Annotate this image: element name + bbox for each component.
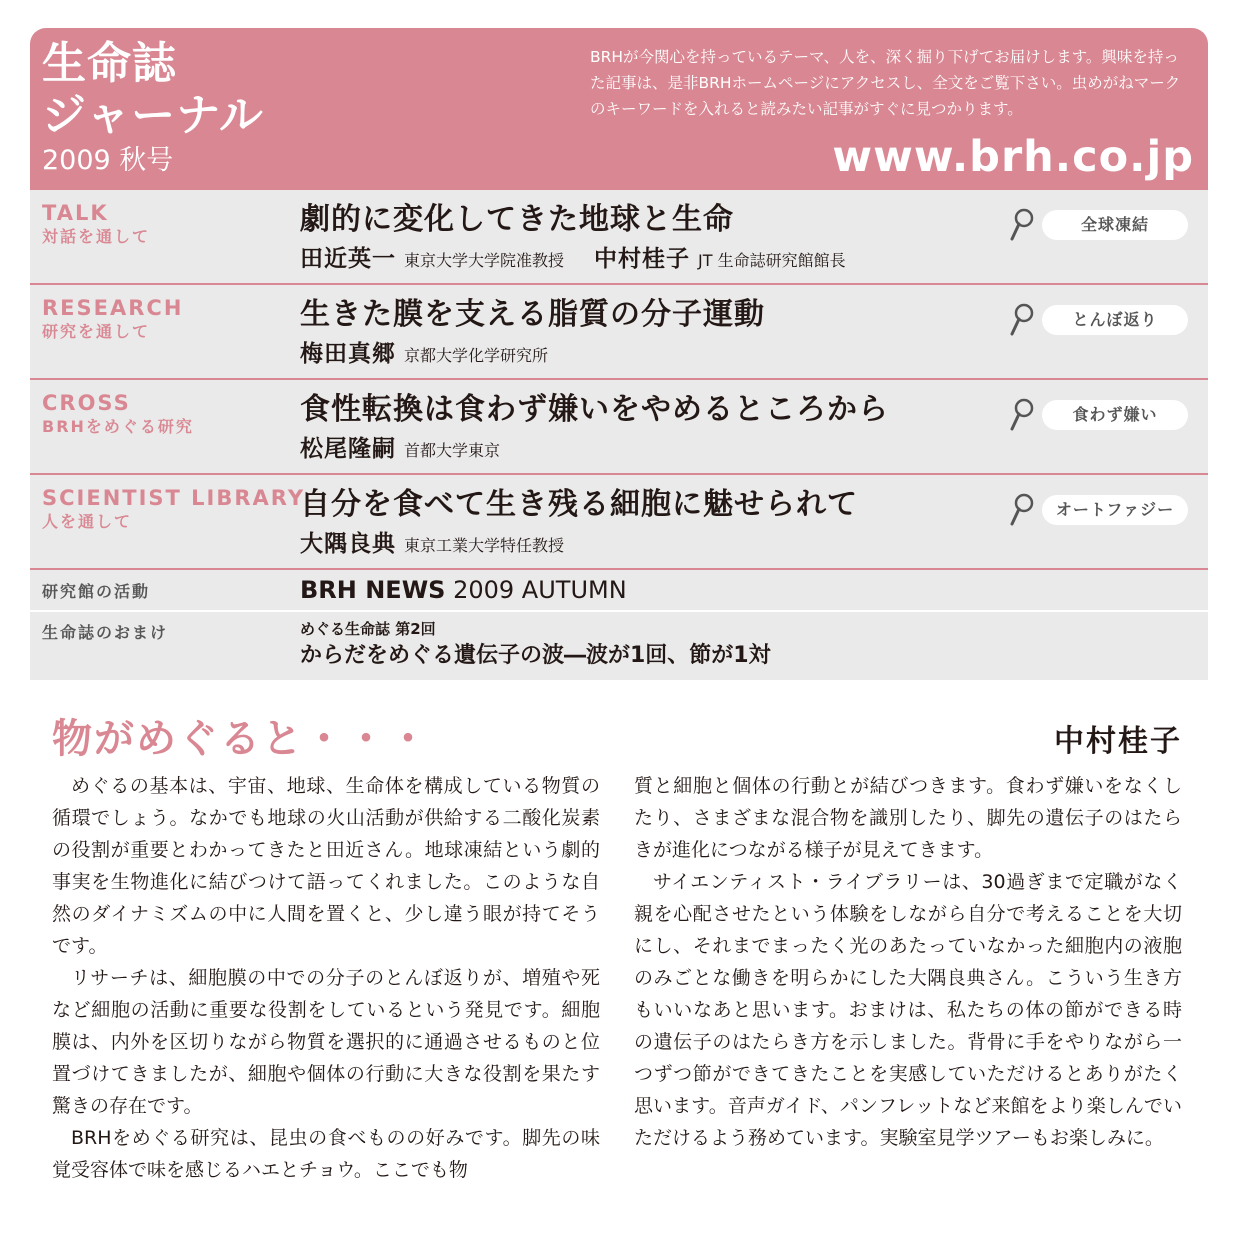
journal-title-line1: 生命誌 [42, 38, 177, 89]
keyword-pill[interactable]: とんぼ返り [1042, 305, 1188, 335]
category-label-en: RESEARCH [42, 296, 184, 320]
article-cross [300, 390, 889, 468]
toc-row-cross [30, 380, 1208, 475]
author-name: 中村桂子 [594, 246, 691, 272]
keyword-pill[interactable]: 食わず嫌い [1042, 400, 1188, 430]
news-heading [300, 574, 627, 606]
author-name: 梅田真郷 [300, 341, 396, 367]
essay-paragraph: サイエンティスト・ライブラリーは、30過ぎまで定職がなく親を心配させたという体験をしながら自分で考えることを大切にし、それまでまったく光のあたっていなかった細胞内の液胞のみごとな働きを明らかにした大隅良典さん。こういう生き方もいいなあと思います。おまけは、私たちの体の節ができる時の遺伝子のはたらき方を示しました。背骨に手をやりながら一つずつ節ができてきたことを実感していただけるとありがたく思います。音声ガイド、パンフレットなど来館をより楽しんでいただけるよう務めています。実験室見学ツアーもお楽しみに。 [634, 871, 1182, 1149]
toc-row-brh-news [30, 570, 1208, 612]
article-talk [300, 200, 876, 278]
category-label-en: TALK [42, 201, 109, 225]
category-label-jp: 研究を通して [42, 322, 151, 341]
keyword-search-talk[interactable] [1010, 208, 1188, 242]
keyword-search-library[interactable] [1010, 493, 1188, 527]
article-title: 食性転換は食わず嫌いをやめるところから [300, 392, 889, 427]
issue-label: 2009 秋号 [42, 145, 174, 176]
omake-series: めぐる生命誌 第2回 [300, 620, 436, 638]
news-title: BRH NEWS [300, 576, 446, 604]
essay-paragraph: BRHをめぐる研究は、昆虫の食べものの好みです。脚先の味覚受容体で味を感じるハエとチョウ。ここでも物 [52, 1127, 600, 1181]
website-url[interactable]: www.brh.co.jp [832, 132, 1194, 182]
essay-author: 中村桂子 [1054, 724, 1182, 759]
author-name: 松尾隆嗣 [300, 436, 396, 462]
essay-column-left [52, 770, 600, 1186]
keyword-pill[interactable]: オートファジー [1042, 495, 1188, 525]
intro-text: BRHが今関心を持っているテーマ、人を、深く掘り下げてお届けします。興味を持った記事は、是非BRHホームページにアクセスし、全文をご覧下さい。虫めがねマークのキーワードを入れると読みたい記事がすぐに見つかります。 [590, 48, 1181, 118]
article-byline [300, 432, 889, 468]
article-title: 劇的に変化してきた地球と生命 [300, 202, 734, 237]
keyword-search-research[interactable] [1010, 303, 1188, 337]
author-name: 大隅良典 [300, 531, 396, 557]
omake-article [300, 618, 771, 672]
author-affiliation: 京都大学化学研究所 [404, 346, 549, 365]
table-of-contents [30, 190, 1208, 680]
toc-row-omake [30, 612, 1208, 680]
category-omake: 生命誌のおまけ [42, 623, 169, 642]
toc-row-talk [30, 190, 1208, 285]
category-label-jp: 人を通して [42, 512, 133, 531]
author-name: 田近英一 [300, 246, 396, 272]
magnifier-icon [1010, 208, 1034, 242]
author-affiliation: 東京工業大学特任教授 [404, 536, 565, 555]
article-byline [300, 527, 858, 563]
keyword-search-cross[interactable] [1010, 398, 1188, 432]
author-affiliation: 東京大学大学院准教授 [404, 251, 565, 270]
category-activities: 研究館の活動 [42, 582, 151, 601]
article-title: 自分を食べて生き残る細胞に魅せられて [300, 487, 858, 522]
magnifier-icon [1010, 303, 1034, 337]
category-research [42, 295, 183, 343]
news-season: 2009 AUTUMN [453, 576, 627, 604]
keyword-pill[interactable]: 全球凍結 [1042, 210, 1188, 240]
magnifier-icon [1010, 398, 1034, 432]
journal-title-block [42, 38, 264, 176]
article-byline [300, 337, 765, 373]
category-label-en: SCIENTIST LIBRARY [42, 486, 306, 510]
essay-paragraph: リサーチは、細胞膜の中での分子のとんぼ返りが、増殖や死など細胞の活動に重要な役割をしているという発見です。細胞膜は、内外を区切りながら物質を選択的に通過させるものと位置づけてきましたが、細胞や個体の行動に大きな役割を果たす驚きの存在です。 [52, 967, 600, 1117]
essay-column-right [634, 770, 1182, 1154]
category-label-jp: BRHをめぐる研究 [42, 417, 194, 436]
article-research [300, 295, 765, 373]
category-label-en: CROSS [42, 391, 131, 415]
magnifier-icon [1010, 493, 1034, 527]
toc-row-research [30, 285, 1208, 380]
journal-title-line2: ジャーナル [42, 90, 264, 141]
essay-paragraph: めぐるの基本は、宇宙、地球、生命体を構成している物質の循環でしょう。なかでも地球の火山活動が供給する二酸化炭素の役割が重要とわかってきたと田近さん。地球凍結という劇的事実を生物進化に結びつけて語ってくれました。このような自然のダイナミズムの中に人間を置くと、少し違う眼が持てそうです。 [52, 775, 600, 957]
category-talk [42, 200, 150, 248]
essay-title: 物がめぐると・・・ [52, 716, 430, 762]
article-scientist-library [300, 485, 858, 563]
author-affiliation: JT 生命誌研究館館長 [698, 251, 846, 270]
article-title: 生きた膜を支える脂質の分子運動 [300, 297, 765, 332]
category-cross [42, 390, 194, 438]
essay-paragraph: 質と細胞と個体の行動とが結びつきます。食わず嫌いをなくしたり、さまざまな混合物を識別したり、脚先の遺伝子のはたらきが進化につながる様子が見えてきます。 [634, 775, 1182, 861]
toc-row-scientist-library [30, 475, 1208, 570]
author-affiliation: 首都大学東京 [404, 441, 501, 460]
omake-title: からだをめぐる遺伝子の波―波が1回、節が1対 [300, 643, 771, 668]
category-scientist-library [42, 485, 305, 533]
journal-header [30, 28, 1208, 190]
category-label-jp: 対話を通して [42, 227, 151, 246]
article-byline [300, 242, 876, 278]
